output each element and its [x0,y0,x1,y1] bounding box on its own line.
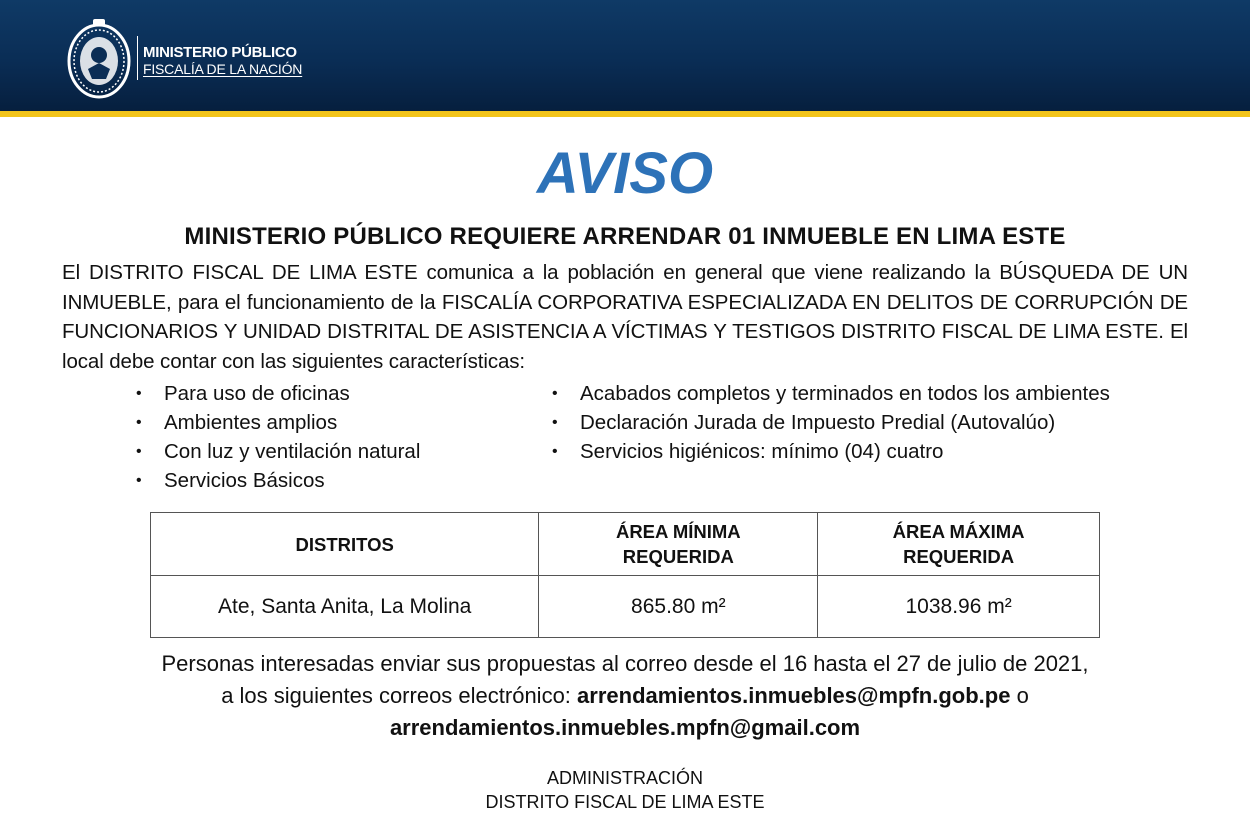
column-header-area-minima-text: ÁREA MÍNIMA REQUERIDA [615,521,741,567]
signature-block [0,766,1250,814]
features-list-left [136,379,536,495]
logo-divider [137,36,138,80]
logo-line-fiscalia: FISCALÍA DE LA NACIÓN [143,61,303,77]
email-separator: o [1010,683,1029,708]
notice-intro: El DISTRITO FISCAL DE LIMA ESTE comunica a la población en general que viene realizando la BÚSQUEDA DE UN INMUEBLE, para el funcionamiento de la FISCALÍA CORPORATIVA ESPECIALIZADA EN DELITOS DE CORRUPCIÓN DE FUNCIONARIOS Y UNIDAD DISTRITAL DE ASISTENCIA A VÍCTIMAS Y TESTIGOS DISTRITO FISCAL DE LIMA ESTE. El local debe contar con las siguientes características: [62,261,1188,373]
feature-item: • Con luz y ventilación natural [136,437,536,466]
column-header-area-maxima-text: ÁREA MÁXIMA REQUERIDA [892,521,1025,567]
signature-line-administracion: ADMINISTRACIÓN [546,768,703,788]
feature-item: • Ambientes amplios [136,408,536,437]
header-yellow-stripe [0,111,1250,117]
email-secondary: arrendamientos.inmuebles.mpfn@gmail.com [389,715,861,740]
column-header-distritos: DISTRITOS [151,513,539,576]
table-header-row [151,513,1100,576]
logo-text [143,45,302,77]
contact-line-emails [0,680,1250,712]
contact-line-dates: Personas interesadas enviar sus propuestas al correo desde el 16 hasta el 27 de julio de 2021, [161,651,1089,676]
feature-item: • Para uso de oficinas [136,379,536,408]
feature-item: • Acabados completos y terminados en todos los ambientes [552,379,1152,408]
cell-area-maxima: 1038.96 m² [818,576,1100,638]
column-header-area-maxima [818,513,1100,576]
contact-info [0,648,1250,744]
header-bar [0,0,1250,111]
contact-emails-prefix: a los siguientes correos electrónico: [221,683,578,708]
email-primary: arrendamientos.inmuebles@mpfn.gob.pe [577,683,1011,708]
notice-subtitle: MINISTERIO PÚBLICO REQUIERE ARRENDAR 01 INMUEBLE EN LIMA ESTE [184,223,1066,250]
ministerio-publico-seal-icon [66,17,132,99]
column-header-area-minima [539,513,818,576]
cell-distritos: Ate, Santa Anita, La Molina [151,576,539,638]
feature-item: • Declaración Jurada de Impuesto Predial (Autovalúo) [552,408,1152,437]
logo-line-ministerio: MINISTERIO PÚBLICO [143,44,297,61]
signature-line-distrito: DISTRITO FISCAL DE LIMA ESTE [485,792,765,812]
notice-title: AVISO [536,141,714,206]
features-list-right [552,379,1152,466]
feature-item: • Servicios higiénicos: mínimo (04) cuatro [552,437,1152,466]
feature-item: • Servicios Básicos [136,466,536,495]
cell-area-minima: 865.80 m² [539,576,818,638]
area-requirements-table [150,512,1100,638]
table-row [151,576,1100,638]
